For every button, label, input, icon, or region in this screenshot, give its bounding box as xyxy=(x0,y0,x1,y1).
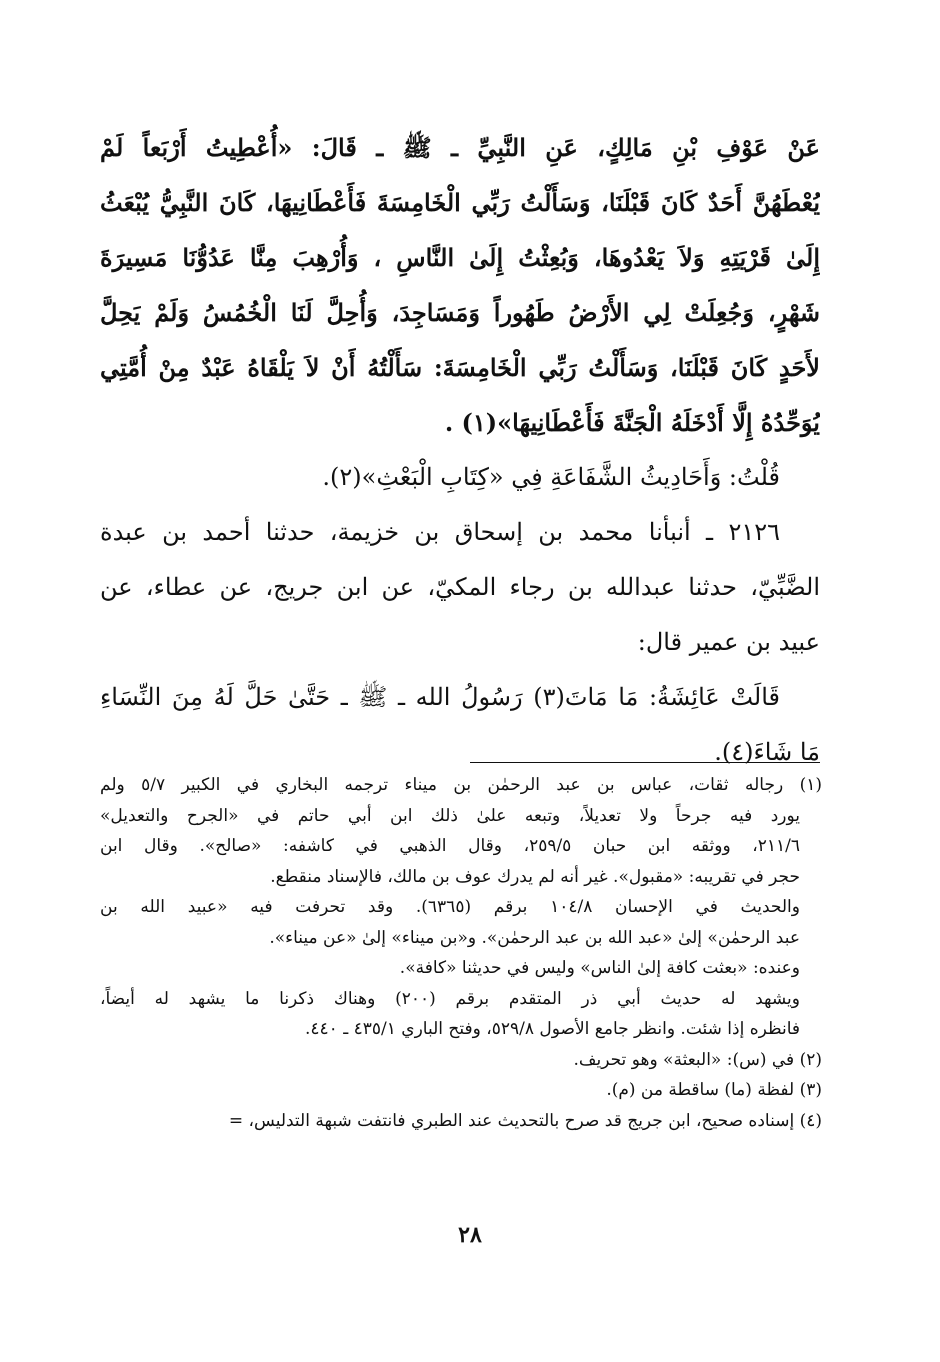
hadith-line: عَنْ عَوْفِ بْنِ مَالِكٍ، عَنِ النَّبِيِّ ـ ﷺ ـ قَالَ: «أُعْطِيتُ أَرْبَعاً لَمْ xyxy=(100,133,820,162)
isnad-line: عبيد بن عمير قال: xyxy=(637,628,820,656)
footnote-line: (١) رجاله ثقات، عباس بن عبد الرحمٰن بن ميناء ترجمه البخاري في الكبير ٥/٧ ولم xyxy=(100,775,822,795)
footnote-line: والحديث في الإحسان ١٠٤/٨ برقم (٦٣٦٥). وقد تحرفت فيه «عبيد الله بن xyxy=(100,897,800,917)
hadith-line: إِلَىٰ قَرْيَتِهِ وَلاَ يَعْدُوهَا، وَبُعِثْتُ إِلَىٰ النَّاسِ ، وَأُرْهِبَ مِنَّا عَدُوُّنَا مَسِيرَةَ xyxy=(100,243,820,272)
footnote-line: وعنده: «بعثت كافة إلىٰ الناس» وليس في حديثنا «كافة». xyxy=(399,958,800,978)
hadith-line: يُوَحِّدُهُ إِلَّا أَدْخَلَهُ الْجَنَّةَ فَأَعْطَانِيهَا»(١) . xyxy=(444,408,820,437)
footnote-line: ويشهد له حديث أبي ذر المتقدم برقم (٢٠٠) وهناك ذكرنا ما يشهد له أيضاً، xyxy=(100,988,800,1009)
footnote-separator xyxy=(470,762,820,763)
footnote-line: ٢١١/٦، ووثقه ابن حبان ٢٥٩/٥، وقال الذهبي في كاشفه: «صالح». وقال ابن xyxy=(100,836,800,856)
footnote-line: عبد الرحمٰن» إلىٰ «عبد الله بن عبد الرحمٰن». و«بن ميناء» إلىٰ «عن ميناء». xyxy=(269,927,800,948)
qultu-line: قُلْتُ: وَأَحَادِيثُ الشَّفَاعَةِ فِي «كِتَابِ الْبَعْثِ»(٢). xyxy=(322,463,780,491)
isnad-line: ٢١٢٦ ـ أنبأنا محمد بن إسحاق بن خزيمة، حدثنا أحمد بن عبدة xyxy=(100,518,780,546)
footnotes xyxy=(100,770,822,1136)
main-text xyxy=(100,120,820,780)
hadith-line: يُعْطَهُنَّ أَحَدٌ كَانَ قَبْلَنَا، وَسَأَلْتُ رَبِّي الْخَامِسَةَ فَأَعْطَانِيهَا، كَانَ النَّبِيُّ يُبْعَثُ xyxy=(100,188,820,217)
aisha-line: مَا شَاءَ(٤). xyxy=(714,738,820,766)
footnote-line: (٤) إسناده صحيح، ابن جريج قد صرح بالتحديث عند الطبري فانتفت شبهة التدليس، = xyxy=(228,1110,822,1131)
hadith-line: لأَحَدٍ كَانَ قَبْلَنَا، وَسَأَلْتُ رَبِّي الْخَامِسَةَ: سَأَلْتُهُ أَنْ لاَ يَلْقَاهُ عَبْدٌ مِنْ أُمَّتِي xyxy=(100,353,820,382)
aisha-line: قَالَتْ عَائِشَةُ: مَا مَاتَ(٣) رَسُولُ الله ـ ﷺ ـ حَتَّىٰ حَلَّ لَهُ مِنَ النِّسَاءِ xyxy=(100,683,780,711)
footnote-line: فانظره إذا شئت. وانظر جامع الأصول ٥٢٩/٨، وفتح الباري ٤٣٥/١ ـ ٤٤٠. xyxy=(304,1019,800,1039)
page-number: ٢٨ xyxy=(458,1222,482,1248)
footnote-line: (٣) لفظة (ما) ساقطة من (م). xyxy=(606,1080,822,1100)
footnote-line: حجر في تقريبه: «مقبول». غير أنه لم يدرك عوف بن مالك، فالإسناد منقطع. xyxy=(270,866,800,887)
footnote-line: يورد فيه جرحاً ولا تعديلاً، وتبعه علىٰ ذلك ابن أبي حاتم في «الجرح والتعديل» xyxy=(100,805,800,826)
footnote-line: (٢) في (س): «البعثة» وهو تحريف. xyxy=(573,1049,822,1070)
isnad-line: الضَّبِّيّ، حدثنا عبدالله بن رجاء المكيّ، عن ابن جريج، عن عطاء، عن xyxy=(100,573,820,601)
hadith-line: شَهْرٍ، وَجُعِلَتْ لِي الأَرْضُ طَهُوراً وَمَسَاجِدَ، وَأُحِلَّ لَنَا الْخُمُسُ وَلَمْ يَحِلَّ xyxy=(100,298,820,327)
